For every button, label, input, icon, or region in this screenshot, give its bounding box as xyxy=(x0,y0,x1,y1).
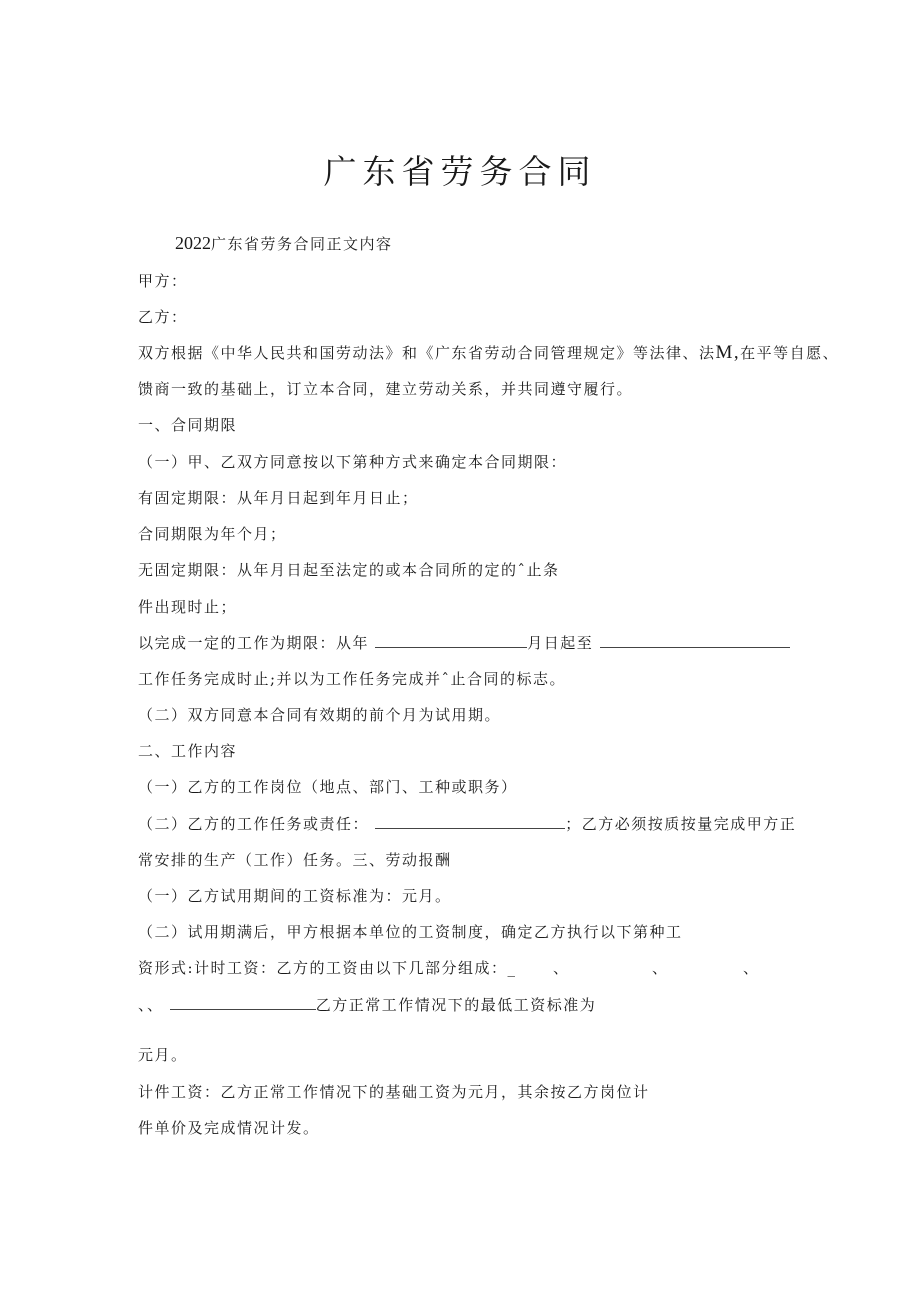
task-term-text-a: 以完成一定的工作为期限：从年 xyxy=(138,634,370,652)
blank-underline xyxy=(375,814,565,829)
intro-text-c: 在平等自愿、 xyxy=(740,344,840,362)
blank-underline xyxy=(600,633,790,648)
separator-3: 、 xyxy=(743,959,760,977)
intro-text-b: M, xyxy=(715,342,741,363)
subtitle-text: 广东省劳务合同正文内容 xyxy=(211,235,393,253)
yuan-month-line: 元月。 xyxy=(138,1046,188,1064)
no-fixed-term-line-2: 件出现时止； xyxy=(138,598,238,616)
section-2-item-1: （一）乙方的工作岗位（地点、部门、工种或职务） xyxy=(138,778,518,796)
party-b-label: 乙方： xyxy=(138,308,188,326)
wage-component-line xyxy=(138,995,596,1015)
document-title: 广东省劳务合同 xyxy=(323,152,597,191)
task-term-line-2: 工作任务完成时止;并以为工作任务完成并ˆ止合同的标志。 xyxy=(138,670,567,688)
section-3-item-2: （二）试用期满后，甲方根据本单位的工资制度，确定乙方执行以下第种工 xyxy=(138,923,683,941)
section-2-item-2 xyxy=(138,814,796,834)
blank-underline xyxy=(375,633,527,648)
separator-2: 、 xyxy=(652,959,669,977)
wage-form-text: 资形式:计时工资：乙方的工资由以下几部分组成：_ xyxy=(138,959,517,977)
normal-wage-text: 乙方正常工作情况下的最低工资标准为 xyxy=(315,996,597,1014)
section-3-item-1: （一）乙方试用期间的工资标准为：元月。 xyxy=(138,887,452,905)
intro-text-a: 双方根据《中华人民共和国劳动法》和《广东省劳动合同管理规定》等法律、法 xyxy=(138,344,716,362)
term-months-line: 合同期限为年个月； xyxy=(138,525,287,543)
leading-separators: 、、 xyxy=(138,996,164,1014)
section-1-item-1: （一）甲、乙双方同意按以下第种方式来确定本合同期限： xyxy=(138,453,568,471)
section-1-item-2: （二）双方同意本合同有效期的前个月为试用期。 xyxy=(138,706,502,724)
section-2-heading: 二、工作内容 xyxy=(138,742,238,760)
blank-underline xyxy=(170,995,316,1010)
section-2-item-2-text-a: （二）乙方的工作任务或责任： xyxy=(138,815,370,833)
party-a-label: 甲方： xyxy=(138,272,188,290)
intro-line-2: 馈商一致的基础上，订立本合同，建立劳动关系，并共同遵守履行。 xyxy=(138,380,634,398)
fixed-term-line: 有固定期限：从年月日起到年月日止； xyxy=(138,489,419,507)
subtitle-year: 2022 xyxy=(175,233,211,253)
task-term-line xyxy=(138,633,790,653)
no-fixed-term-line-1: 无固定期限：从年月日起至法定的或本合同所的定的ˆ止条 xyxy=(138,561,560,579)
separator-1: 、 xyxy=(553,959,570,977)
section-1-heading: 一、合同期限 xyxy=(138,416,238,434)
subtitle xyxy=(175,233,393,254)
wage-form-line xyxy=(138,958,517,978)
section-2-item-2-text-b: ；乙方必须按质按量完成甲方正 xyxy=(565,815,797,833)
piece-wage-line-2: 件单价及完成情况计发。 xyxy=(138,1119,320,1137)
piece-wage-line-1: 计件工资：乙方正常工作情况下的基础工资为元月，其余按乙方岗位计 xyxy=(138,1083,650,1101)
section-2-item-3: 常安排的生产（工作）任务。三、劳动报酬 xyxy=(138,851,452,869)
intro-line-1 xyxy=(138,343,839,363)
task-term-text-b: 月日起至 xyxy=(527,634,594,652)
